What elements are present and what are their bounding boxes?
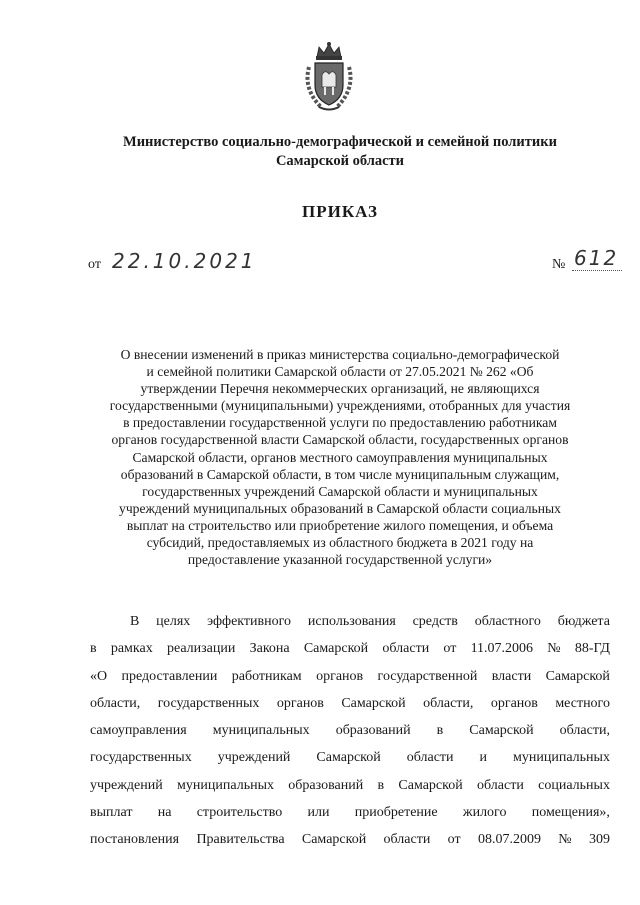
body-word: приобретение — [354, 805, 438, 821]
body-word: государственных — [90, 750, 192, 766]
body-word: помещения», — [531, 805, 610, 821]
body-word: области — [383, 832, 431, 848]
body-word: и — [479, 750, 488, 766]
body-word: реализации — [166, 641, 236, 657]
body-word: эффективного — [207, 614, 292, 629]
body-word: образований — [288, 777, 364, 793]
body-word: области, — [423, 695, 474, 711]
body-word: органов — [316, 668, 364, 684]
body-word: государственных — [157, 695, 260, 711]
order-subject — [70, 346, 610, 568]
subject-line: образований в Самарской области, в том числе муниципальным служащим, — [120, 466, 560, 482]
body-word: предоставлении — [121, 668, 218, 684]
body-line — [90, 721, 610, 748]
body-word: области — [477, 777, 524, 793]
body-word: Самарской — [545, 668, 610, 684]
body-word: от — [447, 832, 461, 848]
body-word: 11.07.2006 — [470, 641, 534, 657]
body-line — [90, 694, 610, 721]
body-word: работникам — [231, 668, 302, 684]
date-number-row — [88, 246, 619, 282]
body-word: жилого — [462, 805, 507, 821]
body-word: 88-ГД — [574, 641, 610, 657]
body-word: средств — [412, 614, 458, 629]
body-word: в — [377, 777, 385, 793]
body-word: рамках — [110, 641, 153, 657]
body-word: области, — [559, 723, 610, 739]
subject-line: государственных учреждений Самарской области и муниципальных — [142, 483, 538, 499]
ministry-name — [60, 133, 620, 171]
body-word: строительство — [196, 805, 283, 821]
subject-line: О внесении изменений в приказ министерства социально-демографической — [120, 347, 560, 362]
body-line — [90, 776, 610, 803]
number-prefix: № — [552, 257, 566, 272]
subject-line: органов государственной власти Самарской области, государственных органов — [111, 432, 569, 448]
subject-line: в предоставлении государственной услуги по предоставлению работникам — [123, 415, 557, 431]
coat-of-arms-emblem — [301, 41, 357, 113]
handwritten-date: 22.10.2021 — [112, 249, 257, 273]
subject-line: предоставление указанной государственной услуги» — [187, 552, 493, 568]
body-word: на — [157, 805, 172, 821]
body-line — [90, 830, 610, 857]
body-word: от — [443, 641, 457, 657]
date-prefix: от — [88, 257, 101, 272]
body-word: В — [130, 614, 140, 629]
ministry-line: Самарской области — [275, 153, 405, 169]
handwritten-order-number: 612 — [572, 246, 622, 271]
body-word: местного — [555, 695, 610, 711]
body-word: области — [382, 641, 430, 657]
body-word: области, — [90, 695, 141, 711]
body-word: 08.07.2009 — [477, 832, 541, 848]
body-word: Закона — [249, 641, 290, 657]
body-line — [90, 612, 610, 639]
subject-line: учреждений муниципальных образований в Самарской области социальных — [119, 500, 561, 516]
body-word: образований — [335, 723, 411, 739]
body-word: органов — [276, 695, 324, 711]
body-word: Самарской — [398, 777, 463, 793]
subject-line: и семейной политики Самарской области от 27.05.2021 № 262 «Об — [146, 364, 534, 380]
body-word: власти — [491, 668, 532, 684]
body-word: муниципальных — [212, 723, 310, 739]
subject-line: утверждении Перечня некоммерческих организаций, не являющихся — [140, 381, 540, 397]
body-word: Самарской — [469, 723, 534, 739]
body-word: учреждений — [217, 750, 291, 766]
body-word: Правительства — [196, 832, 285, 848]
body-word: Самарской — [301, 832, 367, 848]
body-line — [90, 803, 610, 830]
body-word: № — [547, 641, 561, 657]
ministry-line: Министерство социально-демографической и семейной политики — [123, 134, 557, 150]
body-word: Самарской — [316, 750, 381, 766]
body-word: муниципальных — [177, 777, 274, 793]
body-word: государственной — [377, 668, 478, 684]
body-word: муниципальных — [513, 750, 610, 766]
body-word: в — [90, 641, 97, 657]
body-line — [90, 748, 610, 775]
body-word: «О — [90, 668, 108, 684]
body-word: учреждений — [90, 777, 163, 793]
body-line — [90, 639, 610, 666]
subject-line: государственными (муниципальными) учреждениями, отобранных для участия — [109, 398, 571, 414]
body-word: целях — [156, 614, 191, 629]
body-word: областного — [474, 614, 541, 629]
body-word: Самарской — [341, 695, 406, 711]
body-word: самоуправления — [90, 723, 187, 739]
order-body-text — [90, 612, 610, 858]
body-word: выплат — [90, 805, 133, 821]
subject-line: выплат на строительство или приобретение жилого помещения, и объема — [126, 517, 554, 533]
subject-line: Самарской области, органов местного самоуправления муниципальных — [132, 449, 548, 465]
body-word: в — [436, 723, 444, 739]
body-word: бюджета — [557, 614, 610, 629]
body-word: постановления — [90, 832, 180, 848]
body-word: Самарской — [303, 641, 369, 657]
subject-line: субсидий, предоставляемых из областного бюджета в 2021 году на — [146, 535, 534, 551]
body-word: № — [558, 832, 572, 848]
body-word: области — [406, 750, 454, 766]
body-word: 309 — [588, 832, 610, 848]
document-type-title: ПРИКАЗ — [302, 202, 378, 221]
body-word: органов — [490, 695, 538, 711]
body-line — [90, 667, 610, 694]
body-word: или — [307, 805, 330, 821]
body-word: использования — [307, 614, 396, 629]
body-word: социальных — [538, 777, 610, 793]
